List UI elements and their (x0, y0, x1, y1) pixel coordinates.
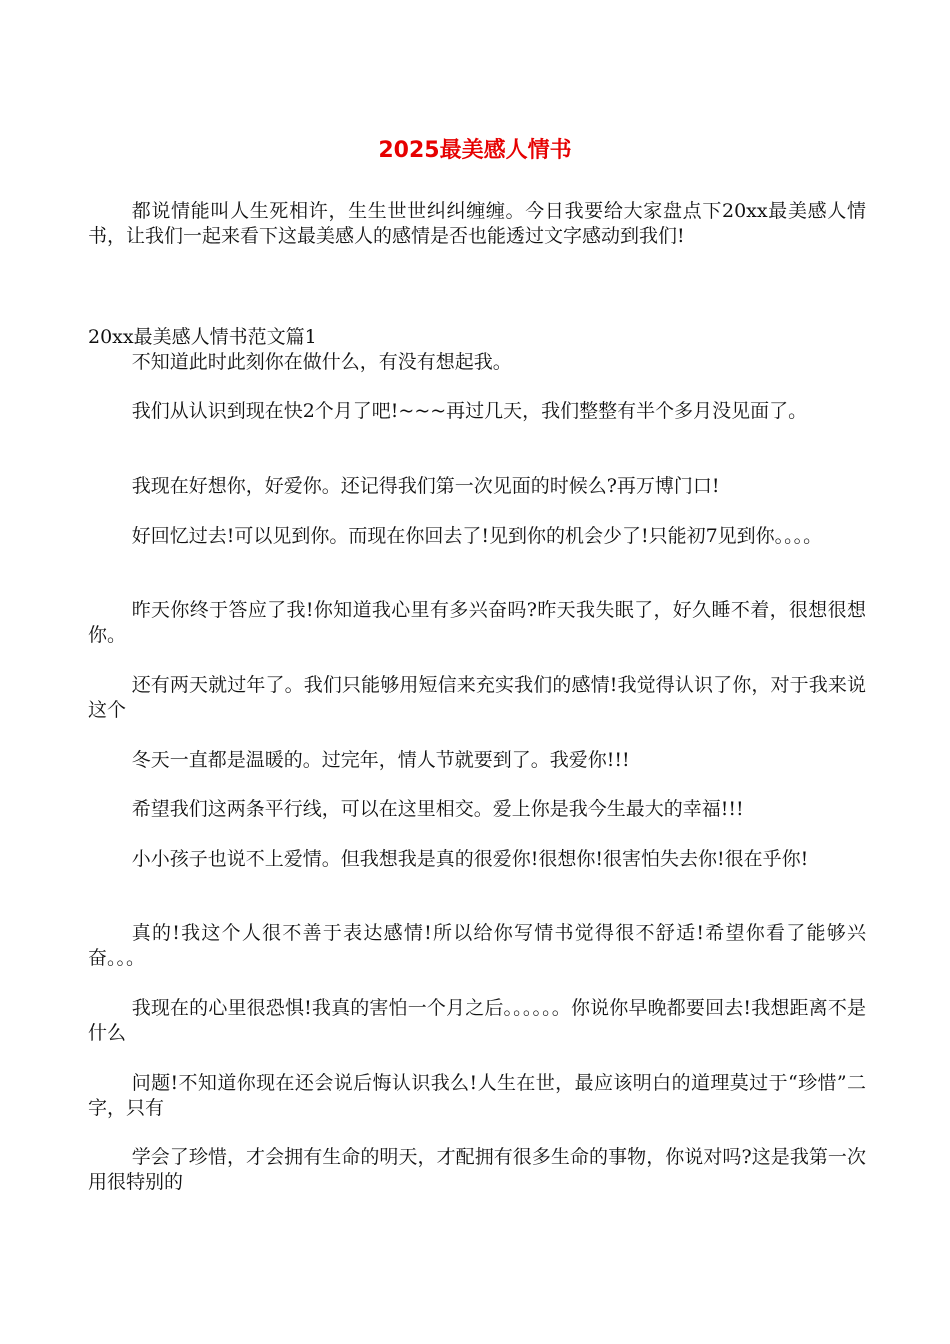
paragraph-6: 还有两天就过年了。我们只能够用短信来充实我们的感情!我觉得认识了你，对于我来说这个 (88, 674, 866, 721)
paragraph-13: 学会了珍惜，才会拥有生命的明天，才配拥有很多生命的事物，你说对吗?这是我第一次用很特别的 (88, 1146, 866, 1193)
section-heading: 20xx最美感人情书范文篇1 (88, 326, 317, 348)
paragraph-11: 我现在的心里很恐惧!我真的害怕一个月之后。。。。。。你说你早晚都要回去!我想距离不是什么 (88, 997, 866, 1044)
paragraph-2: 我们从认识到现在快2个月了吧!~~~再过几天，我们整整有半个多月没见面了。 (131, 400, 808, 422)
paragraph-9: 小小孩子也说不上爱情。但我想我是真的很爱你!很想你!很害怕失去你!很在乎你! (131, 848, 809, 870)
paragraph-7: 冬天一直都是温暖的。过完年，情人节就要到了。我爱你!!! (131, 749, 630, 771)
paragraph-12: 问题!不知道你现在还会说后悔认识我么!人生在世，最应该明白的道理莫过于“珍惜”二字，只有 (88, 1072, 866, 1119)
paragraph-5: 昨天你终于答应了我!你知道我心里有多兴奋吗?昨天我失眠了，好久睡不着，很想很想你。 (88, 599, 866, 646)
paragraph-10: 真的!我这个人很不善于表达感情!所以给你写情书觉得很不舒适!希望你看了能够兴奋。。。 (88, 922, 866, 969)
paragraph-3: 我现在好想你，好爱你。还记得我们第一次见面的时候么?再万博门口! (131, 475, 720, 497)
paragraph-8: 希望我们这两条平行线，可以在这里相交。爱上你是我今生最大的幸福!!! (131, 798, 744, 820)
paragraph-1: 不知道此时此刻你在做什么，有没有想起我。 (131, 351, 512, 373)
page-title: 2025最美感人情书 (378, 138, 572, 163)
intro-paragraph: 都说情能叫人生死相许，生生世世纠纠缠缠。今日我要给大家盘点下20xx最美感人情书，让我们一起来看下这最美感人的感情是否也能透过文字感动到我们! (88, 200, 866, 247)
paragraph-4: 好回忆过去!可以见到你。而现在你回去了!见到你的机会少了!只能初7见到你。。。。 (131, 525, 823, 547)
